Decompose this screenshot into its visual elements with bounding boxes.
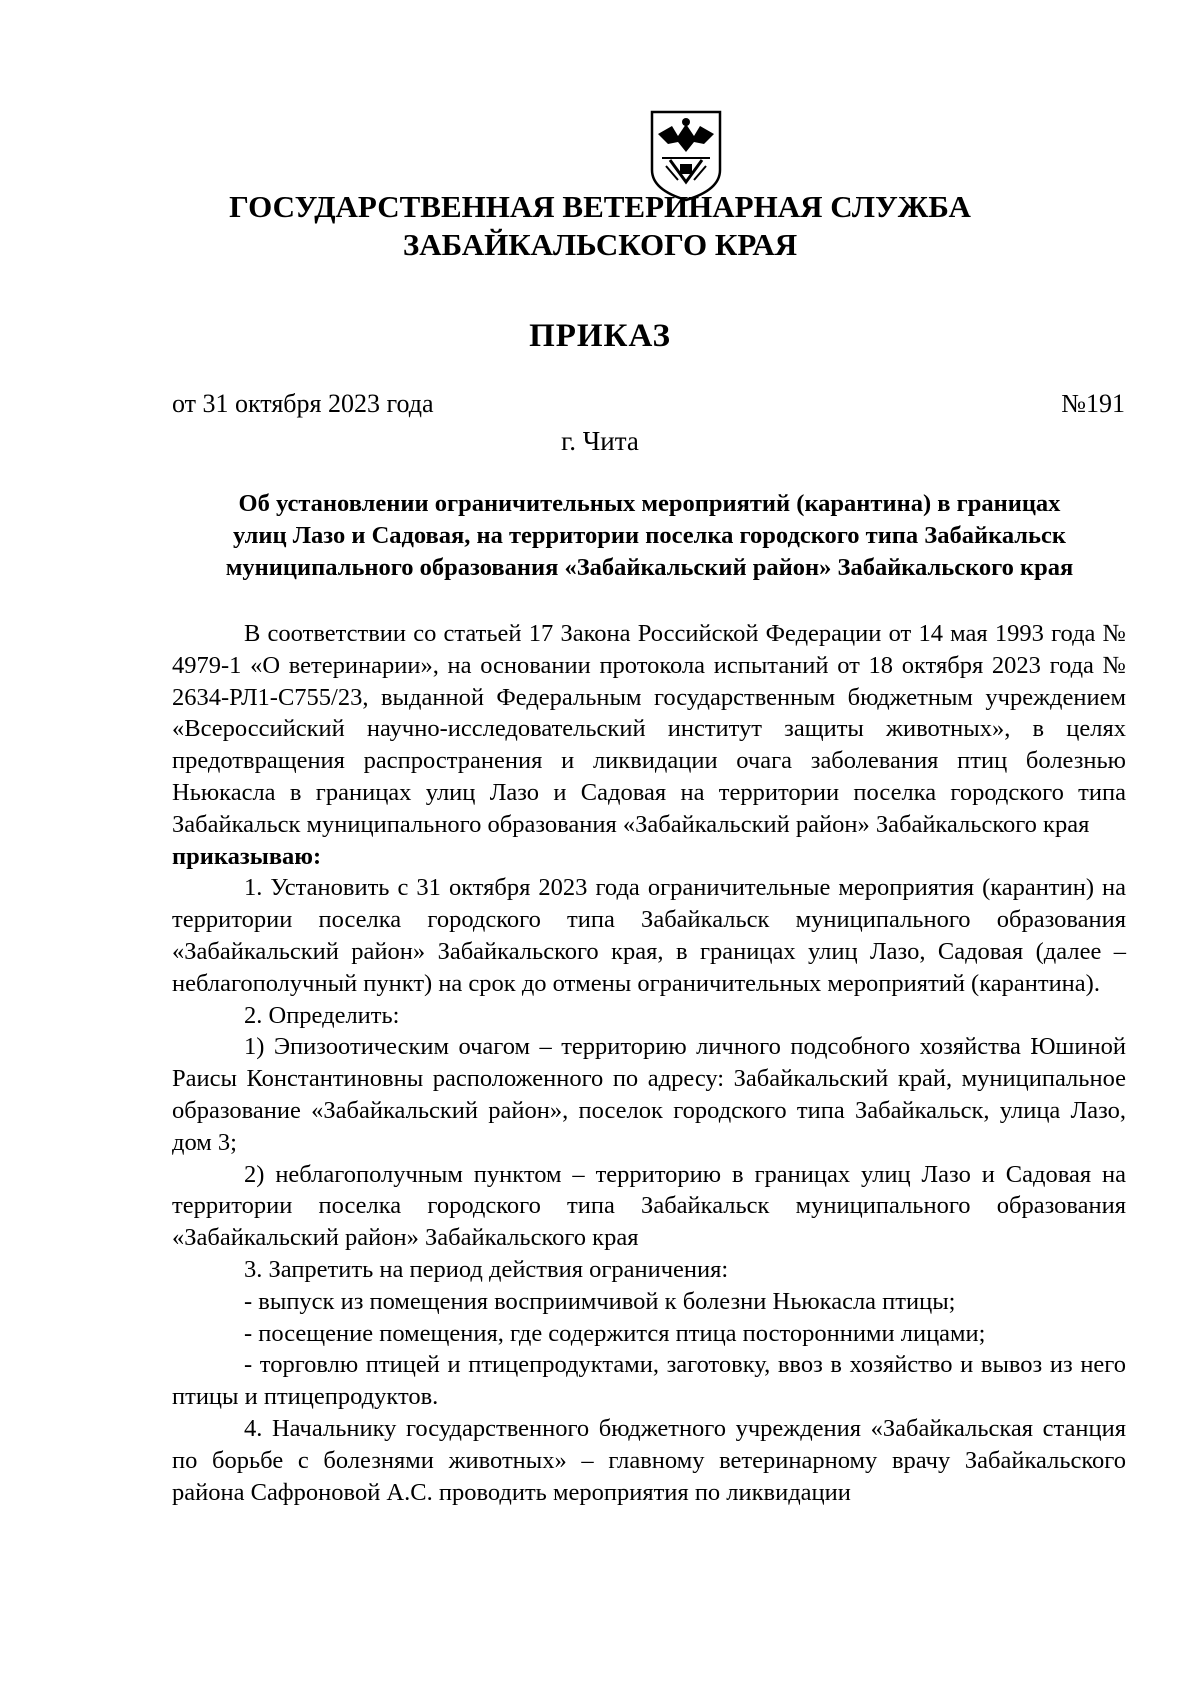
item-1-paragraph: 1. Установить с 31 октября 2023 года ограничительные мероприятия (карантин) на территории поселка городского типа Забайкальск муниципального образования «Забайкальский район» Забайкальского края, в границах улиц Лазо, Садовая (далее – неблагополучный пункт) на срок до отмены ограничительных мероприятий (карантина). (172, 874, 1126, 997)
organization-name-line-2: ЗАБАЙКАЛЬСКОГО КРАЯ (402, 227, 798, 262)
item-2-1-paragraph: 1) Эпизоотическим очагом – территорию личного подсобного хозяйства Юшиной Раисы Константиновны расположенного по адресу: Забайкальский край, муниципальное образование «Забайкальский район», поселок городского типа Забайкальск, улица Лазо, дом 3; (172, 1033, 1126, 1156)
item-2-2-paragraph: 2) неблагополучным пунктом – территорию в границах улиц Лазо и Садовая на территории поселка городского типа Забайкальск муниципального образования «Забайкальский район» Забайкальского края (172, 1160, 1126, 1252)
document-type: ПРИКАЗ (529, 318, 671, 354)
organization-name-line-1: ГОСУДАРСТВЕННАЯ ВЕТЕРИНАРНАЯ СЛУЖБА (229, 189, 971, 224)
order-word: приказываю: (172, 842, 322, 870)
preamble-paragraph: В соответствии со статьей 17 Закона Российской Федерации от 14 мая 1993 года № 4979-1 «О ветеринарии», на основании протокола испытаний от 18 октября 2023 года № 2634-РЛ1-С755/23, выданной Федеральным государственным бюджетным учреждением «Всероссийский научно-исследовательский институт защиты животных», в целях предотвращения распространения и ликвидации очага заболевания птиц болезнью Ньюкасла в границах улиц Лазо и Садовая на территории поселка городского типа Забайкальск муниципального образования «Забайкальский район» Забайкальского края (172, 620, 1126, 838)
order-title-line-1: Об установлении ограничительных мероприятий (карантина) в границах (238, 490, 1061, 517)
item-3-bullet-b: - посещение помещения, где содержится птица посторонними лицами; (244, 1319, 986, 1347)
item-3-bullet-a: - выпуск из помещения восприимчивой к болезни Ньюкасла птицы; (244, 1287, 956, 1315)
order-date: от 31 октября 2023 года (172, 389, 434, 418)
order-number: №191 (1061, 389, 1125, 418)
item-3-bullet-c: - торговлю птицей и птицепродуктами, заготовку, ввоз в хозяйство и вывоз из него птицы и птицепродуктов. (172, 1351, 1126, 1411)
order-title-line-3: муниципального образования «Забайкальский район» Забайкальского края (225, 554, 1074, 581)
order-title-line-2: улиц Лазо и Садовая, на территории поселка городского типа Забайкальск (233, 522, 1066, 549)
item-4-paragraph: 4. Начальнику государственного бюджетного учреждения «Забайкальская станция по борьбе с болезнями животных» – главному ветеринарному врачу Забайкальского района Сафроновой А.С. проводить мероприятия по ликвидации (172, 1414, 1126, 1506)
order-city: г. Чита (561, 426, 639, 456)
order-body (172, 618, 1126, 1508)
item-3-paragraph: 3. Запретить на период действия ограничения: (244, 1255, 729, 1283)
item-2-paragraph: 2. Определить: (244, 1001, 400, 1029)
